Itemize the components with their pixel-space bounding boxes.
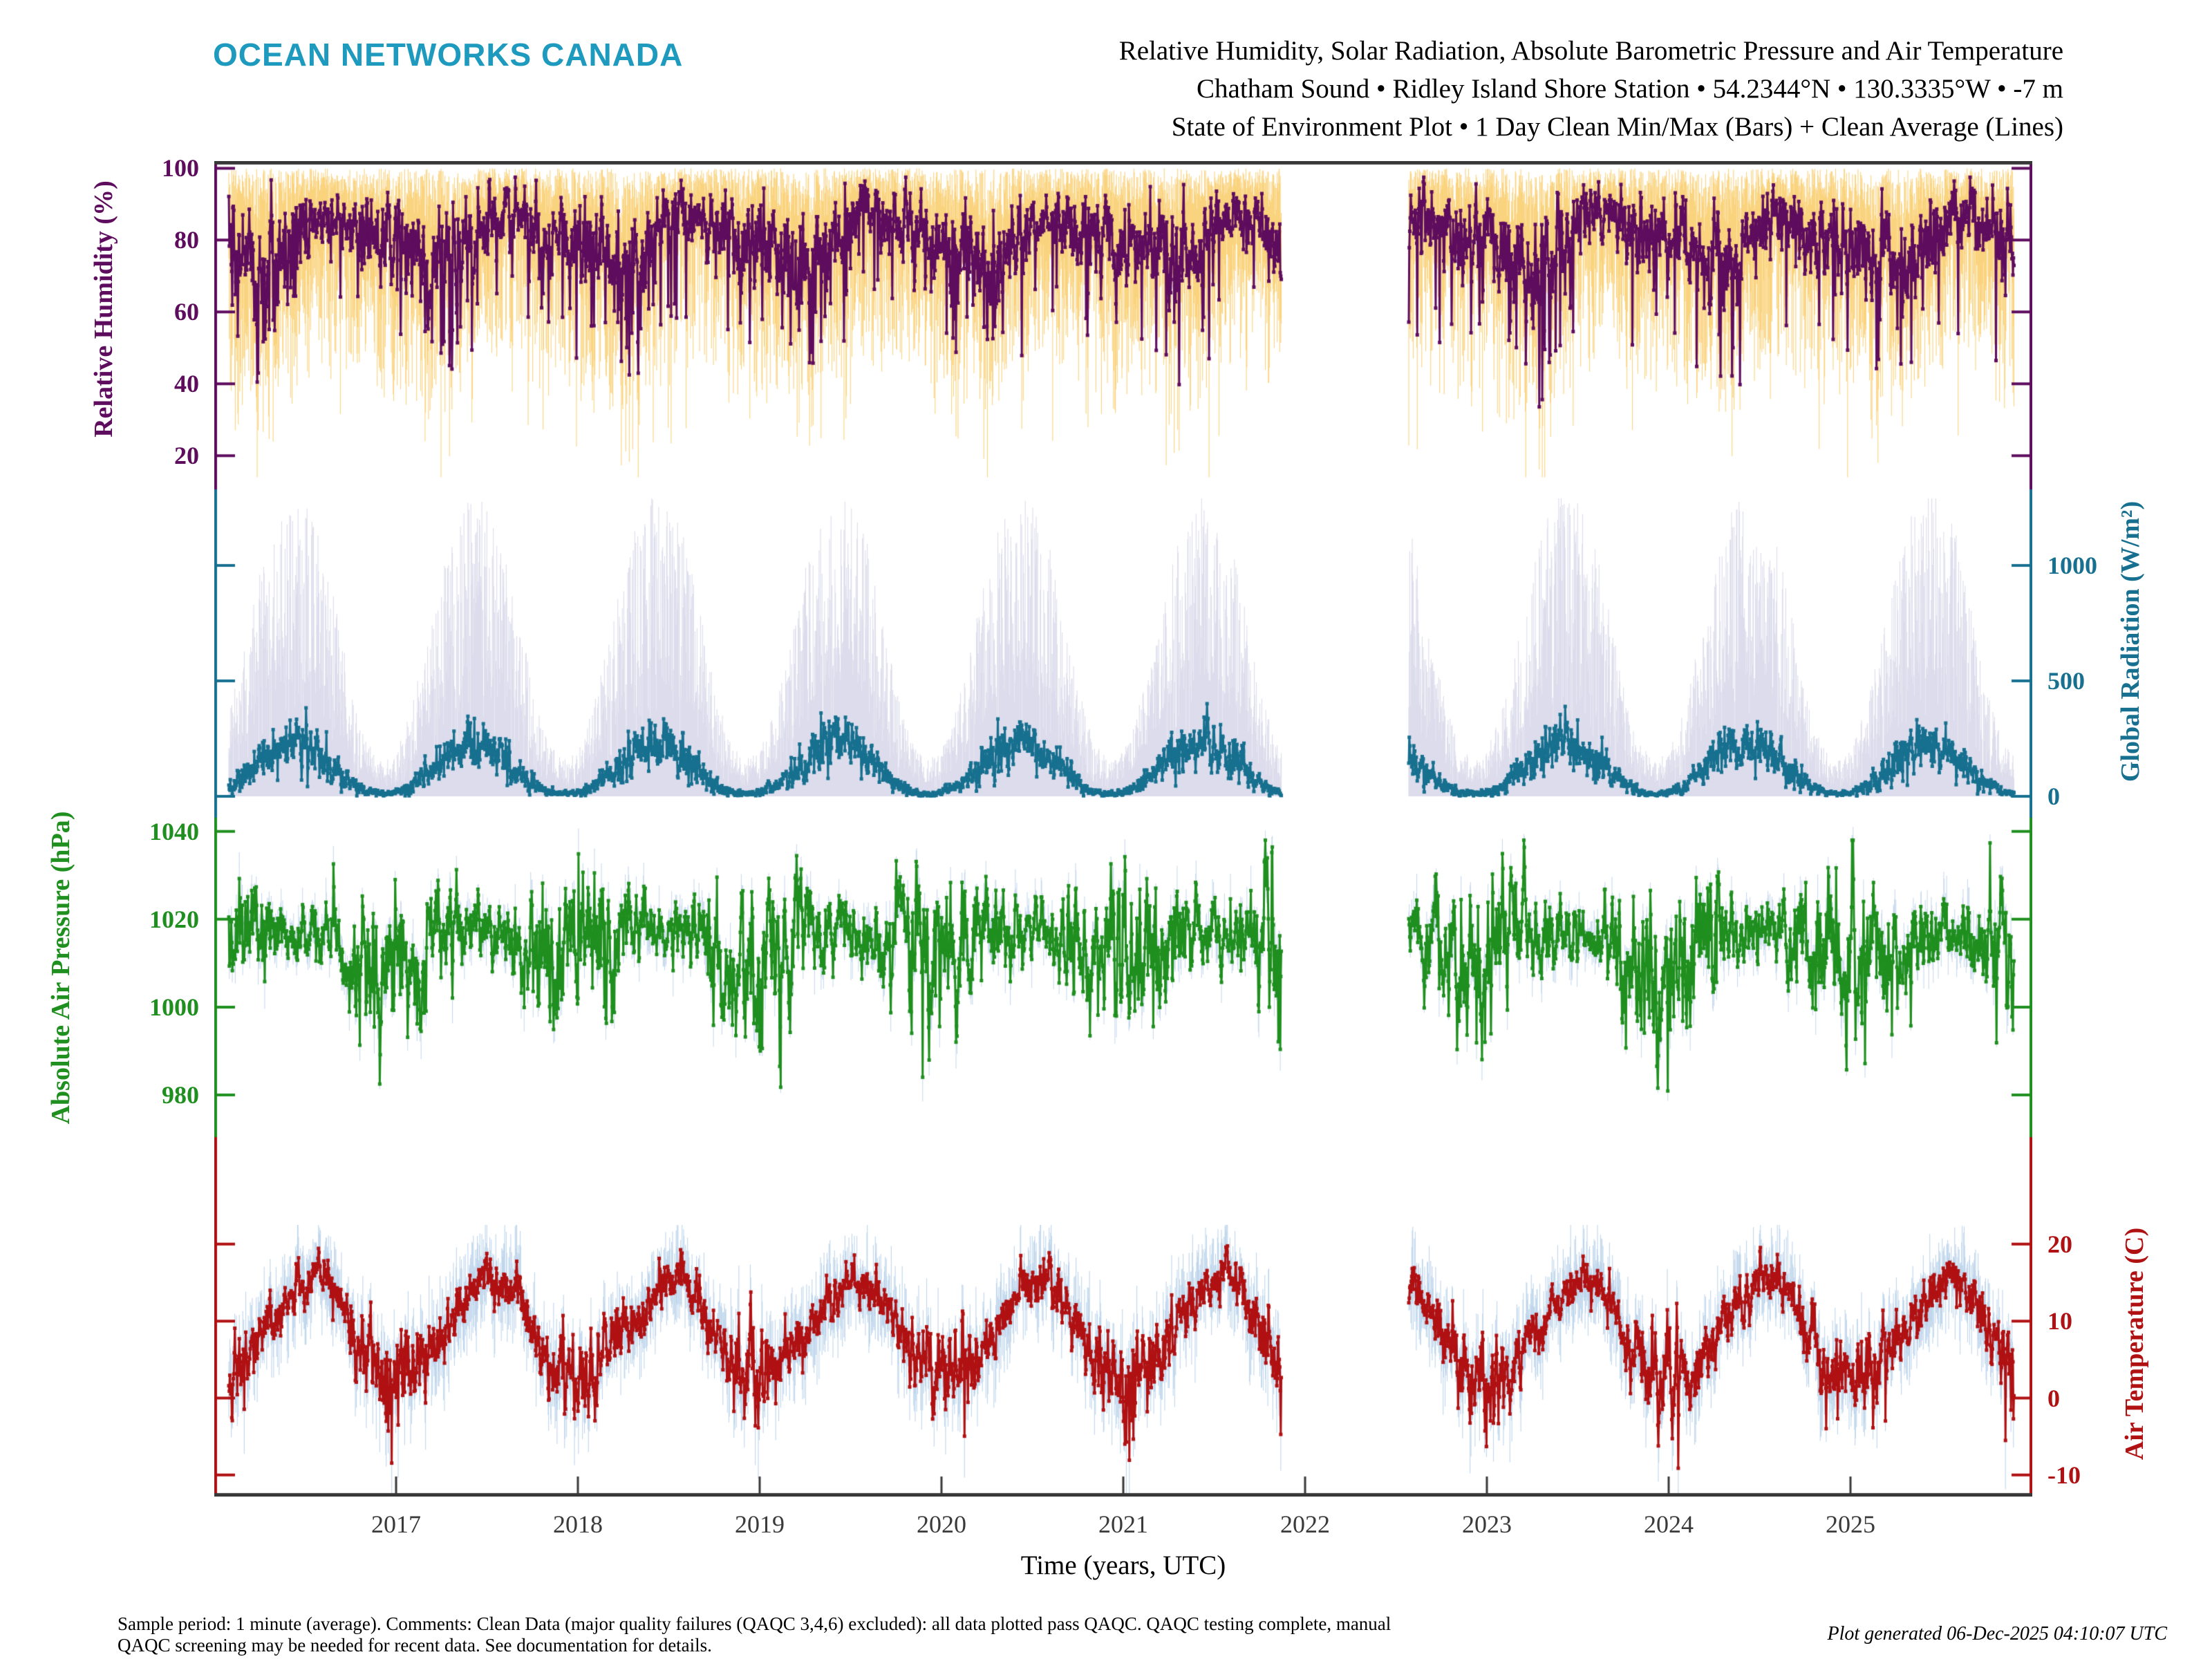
x-tick-label: 2019 [735,1510,785,1538]
y-tick-label-air-temperature: 20 [2047,1230,2072,1258]
x-tick-label: 2023 [1462,1510,1512,1538]
x-tick-label: 2018 [553,1510,603,1538]
footer-comments [118,1613,1391,1656]
y-tick-label-relative-humidity: 100 [162,154,199,182]
y-tick-label-air-temperature: -10 [2047,1461,2081,1489]
y-tick-label-relative-humidity: 20 [174,442,199,470]
x-axis-label: Time (years, UTC) [1020,1550,1226,1580]
generated-timestamp: Plot generated 06-Dec-2025 04:10:07 UTC [1827,1623,2167,1644]
x-tick-label: 2017 [371,1510,421,1538]
y-tick-label-relative-humidity: 80 [174,226,199,254]
y-axis-label-absolute-air-pressure: Absolute Air Pressure (hPa) [46,811,75,1125]
y-tick-label-air-temperature: 10 [2047,1307,2072,1335]
y-axis-label-relative-humidity: Relative Humidity (%) [89,180,118,438]
title-block [1119,32,2063,146]
y-tick-label-absolute-air-pressure: 1000 [149,993,199,1021]
y-tick-label-air-temperature: 0 [2047,1384,2060,1412]
y-tick-label-global-radiation: 0 [2047,782,2060,810]
x-tick-label: 2021 [1098,1510,1148,1538]
onc-logo: OCEAN NETWORKS CANADA [213,37,684,73]
x-tick-label: 2020 [917,1510,966,1538]
y-tick-label-absolute-air-pressure: 1040 [149,817,199,845]
plot-type-line: State of Environment Plot • 1 Day Clean Min/Max (Bars) + Clean Average (Lines) [1171,112,2063,142]
x-tick-label: 2025 [1826,1510,1875,1538]
y-tick-label-relative-humidity: 40 [174,370,199,398]
y-tick-label-global-radiation: 500 [2047,666,2085,695]
y-tick-label-absolute-air-pressure: 1020 [149,905,199,933]
footer-line2: QAQC screening may be needed for recent data. See documentation for details. [118,1635,712,1656]
y-tick-label-absolute-air-pressure: 980 [162,1081,199,1109]
y-axis-label-air-temperature: Air Temperature (C) [2120,1227,2149,1461]
plot-station-line: Chatham Sound • Ridley Island Shore Station • 54.2344°N • 130.3335°W • -7 m [1197,74,2063,104]
x-tick-label: 2022 [1280,1510,1330,1538]
y-axis-label-global-radiation: Global Radiation (W/m²) [2116,500,2145,782]
chart-canvas [214,161,2032,1497]
y-tick-label-global-radiation: 1000 [2047,551,2097,579]
plot-title: Relative Humidity, Solar Radiation, Absolute Barometric Pressure and Air Temperature [1118,36,2063,66]
footer-line1: Sample period: 1 minute (average). Comments: Clean Data (major quality failures (QAQC 3,4,6) excluded): all data plotted pass QAQC. QAQC testing complete, manual [118,1613,1391,1634]
x-tick-label: 2024 [1644,1510,1694,1538]
y-tick-label-relative-humidity: 60 [174,298,199,326]
